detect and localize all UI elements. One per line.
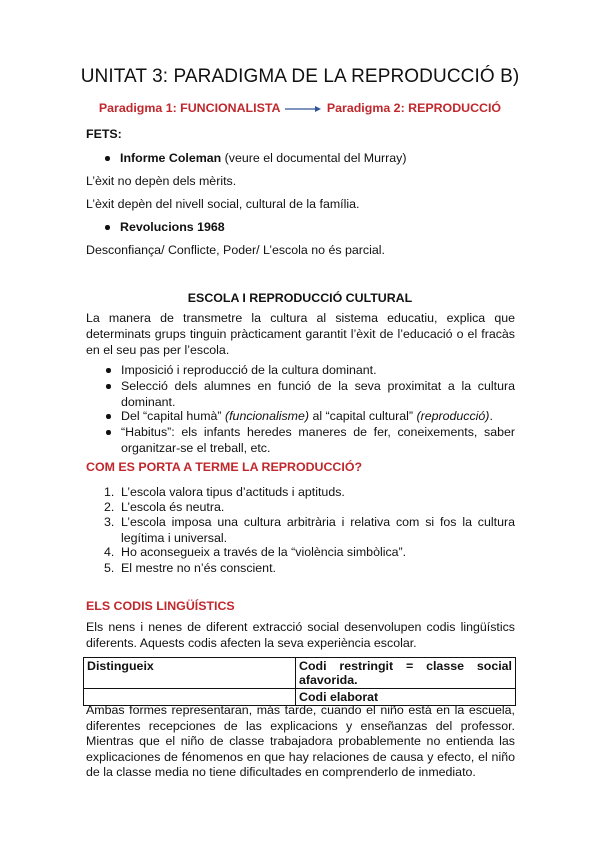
codis-heading: ELS CODIS LINGÜÍSTICS [86,599,235,613]
fets-line-3: Desconfiança/ Conflicte, Poder/ L’escola no és parcial. [86,243,385,257]
coleman-title: Informe Coleman [120,151,222,165]
arrow-right-icon [285,102,321,116]
page-title: UNITAT 3: PARADIGMA DE LA REPRODUCCIÓ B) [80,66,520,87]
fets-line-2: L’èxit depèn del nivell social, cultural de la família. [86,197,360,211]
com-item-text: El mestre no n’és conscient. [121,561,276,575]
table-cell: Codi restringit = classe social afavorida. [296,658,516,689]
paradigm-2-label: Paradigma 2: REPRODUCCIÓ [326,101,502,115]
escola-bullet-4: “Habitus”: els infants heredes maneres de fer, coneixements, saber organitzar-se el treball, etc. [121,425,515,455]
bullet-3-text-b: al “capital cultural” [309,409,417,423]
escola-bullet-1: Imposició i reproducció de la cultura dominant. [121,362,515,378]
list-item-coleman [120,150,406,166]
paradigm-subtitle [0,101,600,116]
escola-bullet-2: Selecció dels alumnes en funció de la seva proximitat a la cultura dominant. [121,379,515,409]
com-item-text: L’escola és neutra. [121,500,225,514]
escola-heading: ESCOLA I REPRODUCCIÓ CULTURAL [187,291,413,305]
codis-table [83,657,516,706]
table-cell: Distingueix [84,658,296,689]
codis-paragraph: Ambas formes representaran, más tarde, cuando el niño está en la escuela, diferentes recepciones de las explicacions y enseñanzas del professor. Mientras que el niño de classe trabajadora probablemente no entienda las explicaciones de fénomenos en que hay relaciones de causa y efecto, el niño de la classe media no tiene dificultades en comprenderlo de inmediato. [86,703,515,779]
item-number: 2. [104,500,115,514]
com-item-text: L’escola imposa una cultura arbitrària i relativa com si fos la cultura legítima i universal. [121,515,515,545]
bullet-3-italic-2: (reproducció) [416,409,490,423]
com-item-4 [104,544,515,560]
table-cell: Codi elaborat [296,689,516,706]
list-item-revolucions: Revolucions 1968 [120,220,225,234]
com-heading: COM ES PORTA A TERME LA REPRODUCCIÓ? [86,460,363,474]
com-item-text: L’escola valora tipus d’actituds i aptituds. [121,485,345,499]
table-row [84,658,516,689]
escola-intro: La manera de transmetre la cultura al sistema educatiu, explica que determinats grups tinguin pràcticament garantit l’èxit de l’educació o el fracàs en el seu pas per l’escola. [86,311,515,357]
coleman-note: (veure el documental del Murray) [221,151,407,165]
codis-intro: Els nens i nenes de diferent extracció social desenvolupen codis lingüístics diferents. Aquests codis afecten la seva experiència escolar. [86,620,515,650]
paradigm-1-label: Paradigma 1: FUNCIONALISTA [98,101,280,115]
com-item-2 [104,499,515,515]
com-item-1 [104,484,515,500]
item-number: 4. [104,545,115,559]
com-item-text: Ho aconsegueix a través de la “violència simbòlica”. [121,545,407,559]
item-number: 5. [104,561,115,575]
item-number: 3. [104,515,115,529]
com-item-5 [104,560,515,576]
item-number: 1. [104,485,115,499]
escola-bullet-3 [121,408,515,424]
bullet-3-text-c: . [489,409,493,423]
bullet-3-text-a: Del “capital humà” [121,409,225,423]
com-item-3 [104,514,515,546]
bullet-3-italic-1: (funcionalisme) [224,409,309,423]
fets-heading: FETS: [86,127,122,141]
fets-line-1: L’èxit no depèn dels mèrits. [86,174,237,188]
